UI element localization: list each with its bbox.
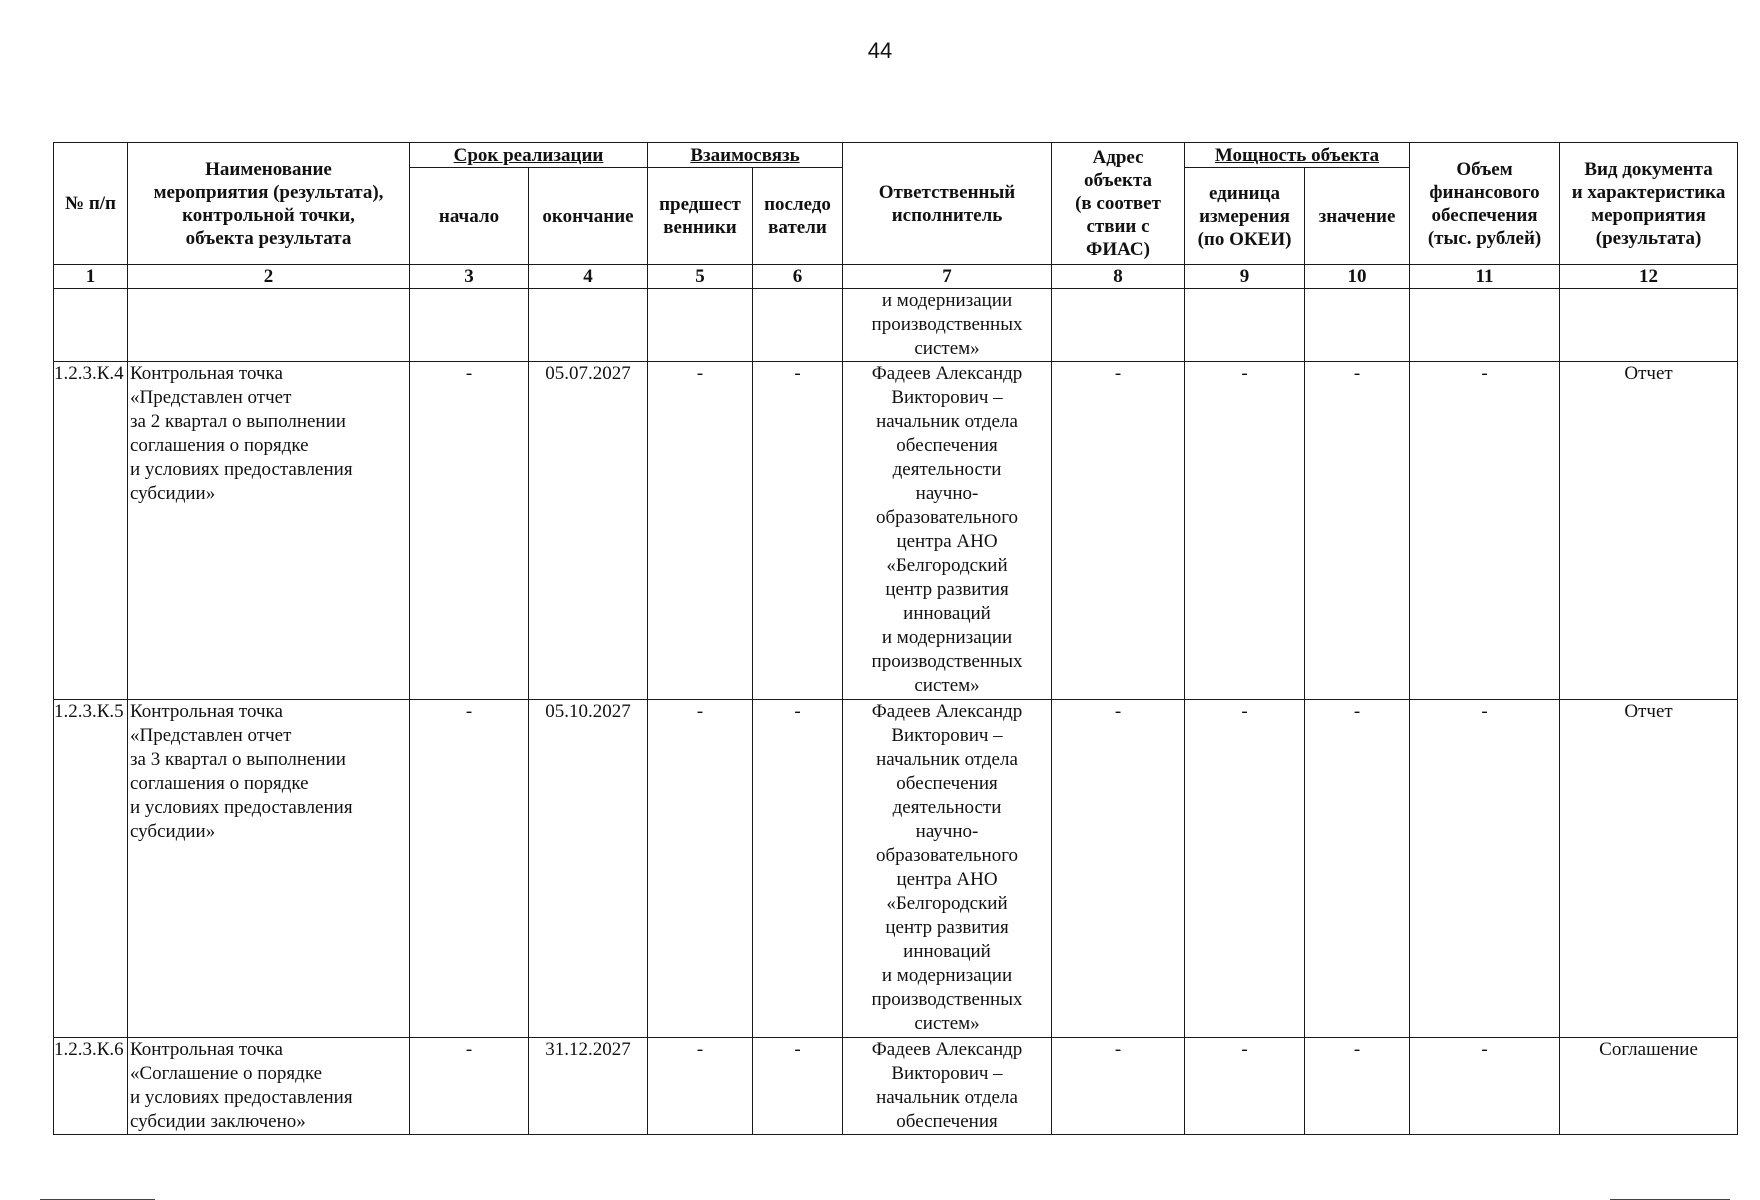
cell-pred [648,289,753,362]
col-number-7: 7 [843,265,1052,289]
cell-finance [1410,289,1560,362]
header-succ [753,168,843,265]
cell-finance: - [1410,1038,1560,1135]
cell-end: 31.12.2027 [529,1038,648,1135]
col-number-12: 12 [1560,265,1738,289]
header-doc [1560,143,1738,265]
cell-name: Контрольная точка «Представлен отчет за 3 квартал о выполнении соглашения о порядке и условиях предоставления субсидии» [128,700,410,1038]
cell-doc: Соглашение [1560,1038,1738,1135]
table-row [54,362,1738,700]
header-succ-label: последо ватели [764,194,831,238]
cell-pred: - [648,700,753,1038]
cell-start: - [410,1038,529,1135]
cell-unit: - [1185,362,1305,700]
table-row [54,289,1738,362]
header-name [128,143,410,265]
cell-end: 05.07.2027 [529,362,648,700]
header-link [648,143,843,168]
page-number: 44 [867,38,893,63]
header-start-label: начало [438,205,500,227]
col-number-9: 9 [1185,265,1305,289]
header-resp-label: Ответственный исполнитель [878,181,1016,226]
cell-name: Контрольная точка «Соглашение о порядке и условиях предоставления субсидии заключено» [128,1038,410,1135]
header-unit-label: единица измерения (по ОКЕИ) [1197,182,1292,250]
header-finance [1410,143,1560,265]
header-addr [1052,143,1185,265]
header-value-label: значение [1318,205,1396,227]
cell-unit [1185,289,1305,362]
header-num [54,143,128,265]
cell-unit: - [1185,1038,1305,1135]
table-row [54,700,1738,1038]
header-pred [648,168,753,265]
col-number-2: 2 [128,265,410,289]
plan-table [53,142,1738,1135]
cell-finance: - [1410,700,1560,1038]
header-unit [1185,168,1305,265]
header-end [529,168,648,265]
col-number-10: 10 [1305,265,1410,289]
cell-value: - [1305,362,1410,700]
cell-value: - [1305,700,1410,1038]
cell-doc: Отчет [1560,362,1738,700]
cell-resp: Фадеев Александр Викторович – начальник отдела обеспечения [843,1038,1052,1135]
col-number-6: 6 [753,265,843,289]
header-row-groups [54,143,1738,168]
cell-resp: Фадеев Александр Викторович – начальник отдела обеспечения деятельности научно- образовательного центра АНО «Белгородский центр развития инноваций и модернизации производственных систем» [843,700,1052,1038]
cell-num [54,289,128,362]
header-name-label: Наименование мероприятия (результата), контрольной точки, объекта результата [153,158,384,249]
cell-succ: - [753,1038,843,1135]
header-end-label: окончание [542,205,634,227]
cell-value [1305,289,1410,362]
header-finance-label: Объем финансового обеспечения (тыс. рублей) [1427,158,1542,249]
header-start [410,168,529,265]
header-term [410,143,648,168]
col-number-8: 8 [1052,265,1185,289]
cell-succ: - [753,362,843,700]
cell-end [529,289,648,362]
header-capacity [1185,143,1410,168]
cell-doc: Отчет [1560,700,1738,1038]
cell-addr: - [1052,362,1185,700]
header-doc-label: Вид документа и характеристика мероприятия (результата) [1571,158,1726,249]
col-number-11: 11 [1410,265,1560,289]
col-number-4: 4 [529,265,648,289]
col-number-5: 5 [648,265,753,289]
header-pred-label: предшест венники [659,194,741,238]
cell-num: 1.2.3.К.5 [54,700,128,1038]
header-term-label: Срок реализации [453,144,604,166]
header-value [1305,168,1410,265]
cell-doc [1560,289,1738,362]
cell-start: - [410,700,529,1038]
cell-end: 05.10.2027 [529,700,648,1038]
cell-pred: - [648,362,753,700]
cell-num: 1.2.3.К.6 [54,1038,128,1135]
header-num-label: № п/п [64,193,117,214]
col-number-3: 3 [410,265,529,289]
cell-finance: - [1410,362,1560,700]
cell-value: - [1305,1038,1410,1135]
cell-start: - [410,362,529,700]
cell-succ [753,289,843,362]
cell-addr: - [1052,1038,1185,1135]
header-addr-label: Адрес объекта (в соответ ствии с ФИАС) [1075,147,1161,260]
cell-num: 1.2.3.К.4 [54,362,128,700]
cell-succ: - [753,700,843,1038]
cell-start [410,289,529,362]
col-number-1: 1 [54,265,128,289]
header-link-label: Взаимосвязь [690,144,800,166]
table-row [54,1038,1738,1135]
cell-resp: Фадеев Александр Викторович – начальник отдела обеспечения деятельности научно- образовательного центра АНО «Белгородский центр развития инноваций и модернизации производственных систем» [843,362,1052,700]
cell-addr: - [1052,700,1185,1038]
header-capacity-label: Мощность объекта [1214,144,1380,166]
column-number-row [54,265,1738,289]
header-resp [843,143,1052,265]
cell-resp: и модернизации производственных систем» [843,289,1052,362]
cell-name: Контрольная точка «Представлен отчет за 2 квартал о выполнении соглашения о порядке и условиях предоставления субсидии» [128,362,410,700]
cell-unit: - [1185,700,1305,1038]
cell-pred: - [648,1038,753,1135]
cell-name [128,289,410,362]
cell-addr [1052,289,1185,362]
